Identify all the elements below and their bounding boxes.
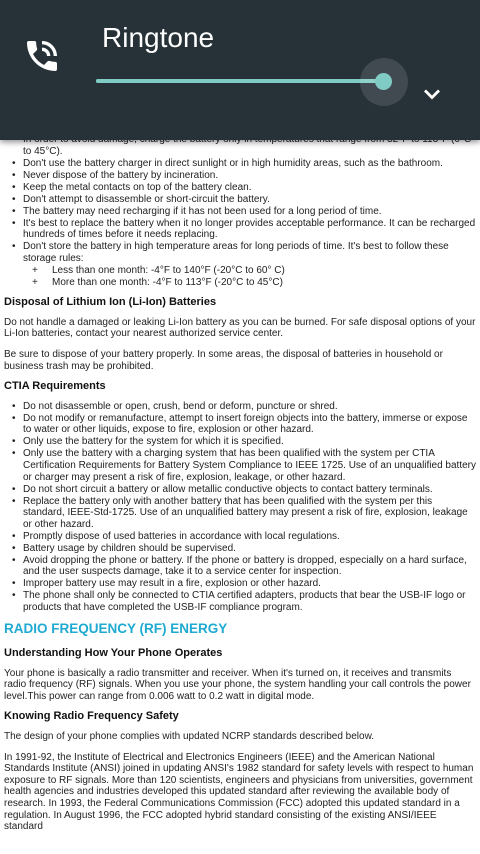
knowing-heading: Knowing Radio Frequency Safety: [4, 710, 179, 723]
sub-list-item: + More than one month: -4°F to 113°F (-20°C to 45°C): [4, 277, 476, 289]
document-content: [0, 134, 480, 842]
list-item: • Promptly dispose of used batteries in accordance with local regulations.: [4, 531, 476, 543]
phone-ring-icon[interactable]: [22, 36, 62, 76]
list-item: • Only use the battery with a charging system that has been qualified with the system per CTIA Certification Requirements for Battery System Compliance to IEEE 1725. Use of an unqualified battery or charger may present a risk of fire, explosion, leakage, or other hazard.: [4, 448, 476, 483]
list-item: • It's best to replace the battery when it no longer provides acceptable performance. It can be recharged hundreds of times before it needs replacing.: [4, 218, 476, 241]
disposal-paragraph: Be sure to dispose of your battery properly. In some areas, the disposal of batteries in household or business trash may be prohibited.: [4, 349, 443, 372]
knowing-paragraph: In 1991-92, the Institute of Electrical and Electronics Engineers (IEEE) and the American National Standards Institute (ANSI) joined in updating ANSI's 1982 standard for safety levels with respect to human exposure to RF signals. More than 120 scientists, engineers and physicians from universities, government health agencies and industries developed this updated standard after reviewing the available body of research. In 1993, the Federal Communications Commission (FCC) adopted this updated standard in a regulation. In August 1996, the FCC adopted hybrid standard consisting of the existing ANSI/IEEE standard: [4, 751, 474, 833]
list-item: • Don't store the battery in high temperature areas for long periods of time. It's best to follow these storage rules:: [4, 241, 476, 264]
list-item: • Replace the battery only with another battery that has been qualified with the system per this standard, IEEE-Std-1725. Use of an unqualified battery may present a risk of fire, explosion, leakage or other hazard.: [4, 496, 476, 531]
disposal-heading: Disposal of Lithium Ion (Li-Ion) Batteries: [4, 296, 217, 309]
ctia-list: [4, 401, 476, 614]
volume-slider-thumb[interactable]: [375, 73, 392, 90]
list-item: • Keep the metal contacts on top of the battery clean.: [4, 182, 476, 194]
list-item: • Battery usage by children should be supervised.: [4, 543, 476, 555]
list-item: • Improper battery use may result in a fire, explosion or other hazard.: [4, 578, 476, 590]
chevron-down-icon[interactable]: [418, 80, 446, 108]
list-item: • Only use the battery for the system for which it is specified.: [4, 436, 476, 448]
ctia-heading: CTIA Requirements: [4, 380, 106, 393]
list-item: • Don't use the battery charger in direct sunlight or in high humidity areas, such as the bathroom.: [4, 158, 476, 170]
list-item: • Do not short circuit a battery or allow metallic conductive objects to contact battery terminals.: [4, 484, 476, 496]
disposal-paragraph: Do not handle a damaged or leaking Li-Ion battery as you can be burned. For safe disposal options of your Li-Ion batteries, contact your nearest authorized service center.: [4, 316, 476, 340]
volume-stream-title: Ringtone: [102, 22, 215, 53]
list-item: • The phone shall only be connected to CTIA certified adapters, products that bear the USB-IF logo or products that have completed the USB-IF compliance program.: [4, 590, 476, 613]
volume-slider-track[interactable]: [96, 79, 384, 83]
list-item: • The battery may need recharging if it has not been used for a long period of time.: [4, 206, 476, 218]
list-item: • Avoid dropping the phone or battery. If the phone or battery is dropped, especially on a hard surface, and the user suspects damage, take it to a service center for inspection.: [4, 555, 476, 578]
list-item: • Do not modify or remanufacture, attempt to insert foreign objects into the battery, immerse or expose to water or other liquids, expose to fire, explosion or other hazard.: [4, 413, 476, 436]
rf-energy-heading: RADIO FREQUENCY (RF) ENERGY: [4, 621, 228, 637]
understanding-heading: Understanding How Your Phone Operates: [4, 646, 223, 659]
battery-list: [4, 134, 476, 288]
volume-dialog: [0, 0, 480, 140]
list-item: • Don't attempt to disassemble or short-circuit the battery.: [4, 194, 476, 206]
volume-slider-fill: [96, 79, 375, 83]
sub-list-item: + Less than one month: -4°F to 140°F (-20°C to 60° C): [4, 265, 476, 277]
understanding-paragraph: Your phone is basically a radio transmitter and receiver. When it's turned on, it receives and transmits radio frequency (RF) signals. When you use your phone, the system handling your call controls the power level.This power can range from 0.006 watt to 0.2 watt in digital mode.: [4, 667, 471, 702]
list-item: • to 45°C).: [4, 134, 476, 157]
list-item: • Do not disassemble or open, crush, bend or deform, puncture or shred.: [4, 401, 476, 413]
list-item: • Never dispose of the battery by incineration.: [4, 170, 476, 182]
knowing-paragraph: The design of your phone complies with updated NCRP standards described below.: [4, 730, 375, 742]
